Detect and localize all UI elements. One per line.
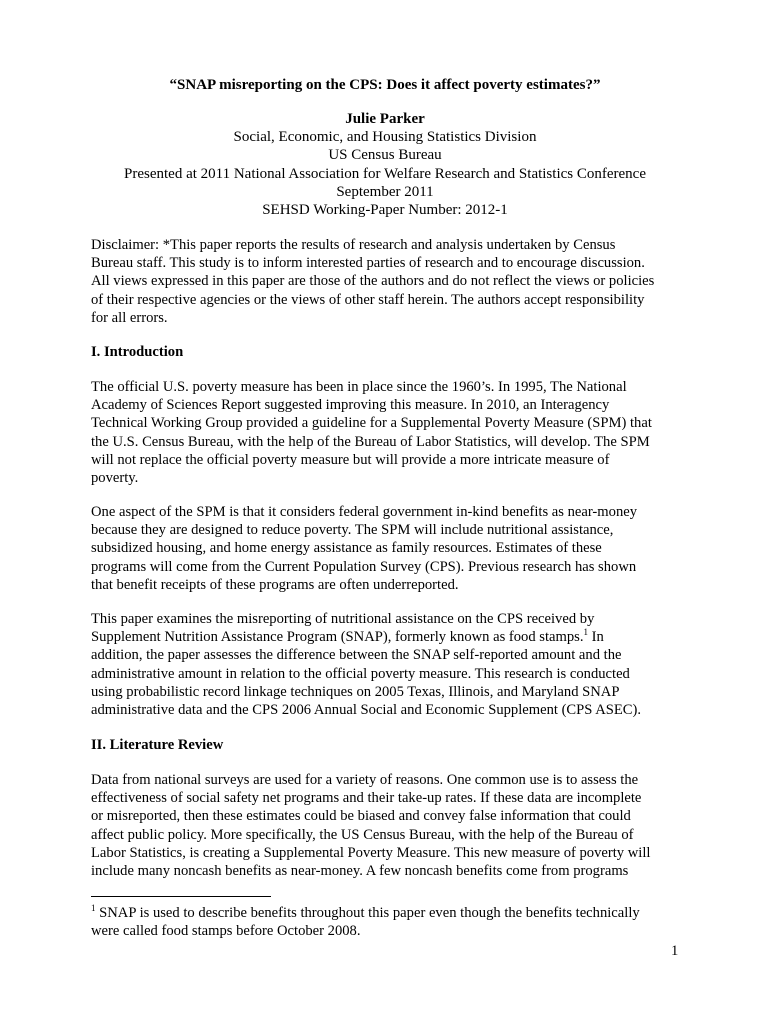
text-line: will not replace the official poverty measure but will provide a more intricate measure of bbox=[91, 451, 610, 468]
text-line: subsidized housing, and home energy assistance as family resources. Estimates of these bbox=[91, 540, 602, 557]
intro-paragraph-2 bbox=[91, 503, 691, 594]
footnote-marker: 1 bbox=[91, 903, 96, 913]
disclaimer-paragraph bbox=[91, 236, 691, 327]
intro-paragraph-3 bbox=[91, 610, 691, 719]
text-line: Data from national surveys are used for a variety of reasons. One common use is to assess the bbox=[91, 772, 639, 788]
conference-line: Presented at 2011 National Association for Welfare Research and Statistics Conference bbox=[124, 165, 646, 182]
text-line: addition, the paper assesses the difference between the SNAP self-reported amount and the bbox=[91, 647, 622, 664]
section-heading-introduction: I. Introduction bbox=[91, 344, 184, 360]
intro-paragraph-1 bbox=[91, 378, 691, 487]
footnote bbox=[91, 904, 691, 940]
text-line: Technical Working Group provided a guideline for a Supplemental Poverty Measure (SPM) that bbox=[91, 415, 652, 432]
text-line: Labor Statistics, is creating a Supplemental Poverty Measure. This new measure of poverty will bbox=[91, 844, 651, 861]
text-line: that benefit receipts of these programs are often underreported. bbox=[91, 576, 459, 593]
author-bureau: US Census Bureau bbox=[328, 147, 442, 164]
text-line: programs will come from the Current Population Survey (CPS). Previous research has shown bbox=[91, 558, 637, 575]
text-line: All views expressed in this paper are those of the authors and do not reflect the views or policies bbox=[91, 273, 655, 290]
text-line: administrative data and the CPS 2006 Annual Social and Economic Supplement (CPS ASEC). bbox=[91, 702, 642, 719]
footnote-divider bbox=[91, 896, 271, 897]
text-line: administrative amount in relation to the official poverty measure. This research is conducted bbox=[91, 665, 630, 682]
text-line: using probabilistic record linkage techniques on 2005 Texas, Illinois, and Maryland SNAP bbox=[91, 683, 620, 700]
text-line: Disclaimer: *This paper reports the results of research and analysis undertaken by Census bbox=[91, 237, 616, 253]
text-line: Bureau staff. This study is to inform interested parties of research and to encourage discussion. bbox=[91, 255, 645, 272]
footnote-text: SNAP is used to describe benefits throughout this paper even though the benefits technically bbox=[95, 905, 640, 921]
footnote-line: were called food stamps before October 2008. bbox=[91, 923, 361, 940]
paper-header bbox=[0, 110, 770, 219]
working-paper-number: SEHSD Working-Paper Number: 2012-1 bbox=[262, 202, 508, 219]
literature-paragraph-1 bbox=[91, 771, 691, 880]
section-heading-literature-review: II. Literature Review bbox=[91, 737, 224, 753]
text-line: affect public policy. More specifically, the US Census Bureau, with the help of the Bureau of bbox=[91, 826, 634, 843]
text-line: the U.S. Census Bureau, with the help of the Bureau of Labor Statistics, will develop. The SPM bbox=[91, 433, 650, 450]
text-line: effectiveness of social safety net programs and their take-up rates. If these data are incomplete bbox=[91, 790, 642, 807]
page-number: 1 bbox=[671, 943, 679, 959]
paper-date: September 2011 bbox=[336, 183, 434, 200]
text-line: of their respective agencies or the views of other staff herein. The authors accept responsibility bbox=[91, 291, 645, 308]
text-line: The official U.S. poverty measure has been in place since the 1960’s. In 1995, The National bbox=[91, 379, 627, 395]
text-span: In bbox=[588, 629, 604, 646]
text-line: or misreported, then these estimates could be biased and convey false information that could bbox=[91, 808, 631, 825]
author-name: Julie Parker bbox=[345, 111, 425, 127]
paper-title: “SNAP misreporting on the CPS: Does it affect poverty estimates?” bbox=[169, 77, 601, 93]
text-line: One aspect of the SPM is that it considers federal government in-kind benefits as near-money bbox=[91, 504, 638, 520]
text-line: for all errors. bbox=[91, 309, 168, 326]
text-span: Supplement Nutrition Assistance Program (SNAP), formerly known as food stamps. bbox=[91, 629, 584, 646]
footnote-line bbox=[91, 904, 691, 922]
text-line: include many noncash benefits as near-money. A few noncash benefits come from programs bbox=[91, 863, 629, 880]
footnote-reference: 1 bbox=[583, 627, 588, 638]
text-line: because they are designed to reduce poverty. The SPM will include nutritional assistance, bbox=[91, 522, 614, 539]
text-line: This paper examines the misreporting of nutritional assistance on the CPS received by bbox=[91, 611, 595, 627]
text-line: Academy of Sciences Report suggested improving this measure. In 2010, an Interagency bbox=[91, 397, 610, 414]
text-line-with-footnote bbox=[91, 628, 691, 646]
author-division: Social, Economic, and Housing Statistics Division bbox=[233, 129, 537, 146]
text-line: poverty. bbox=[91, 470, 139, 487]
